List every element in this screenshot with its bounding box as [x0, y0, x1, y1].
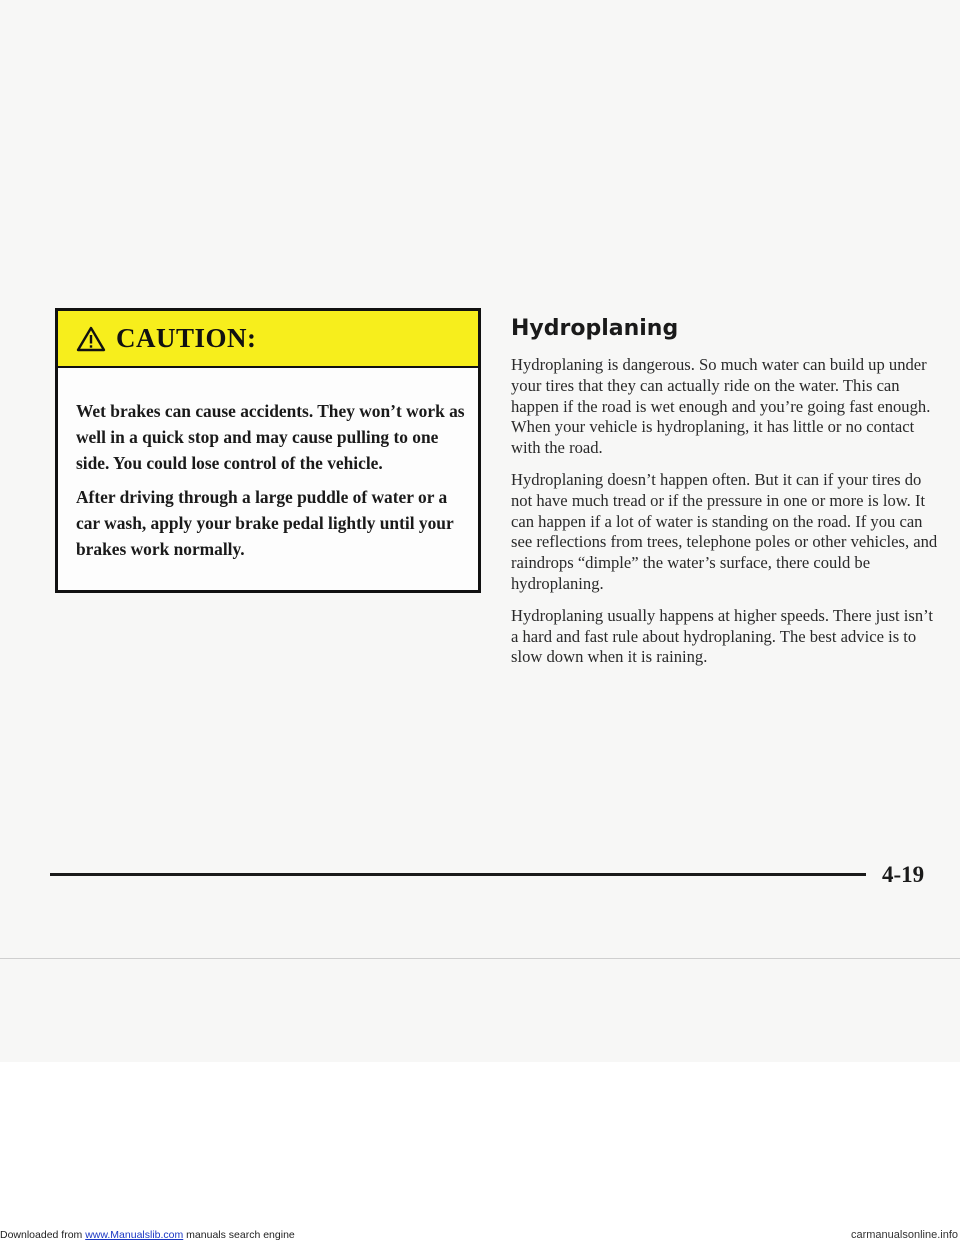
- caution-header: [58, 311, 478, 368]
- download-banner: [0, 1228, 960, 1242]
- page-footer-rule: [50, 873, 866, 876]
- caution-paragraph: After driving through a large puddle of water or a car wash, apply your brake pedal lightly until your brakes work normally.: [76, 487, 454, 559]
- section-paragraph: Hydroplaning is dangerous. So much water can build up under your tires that they can actually ride on the water. This can happen if the road is wet enough and you’re going fast enough. When your vehicle is hydroplaning, it has little or no contact with the road.: [511, 355, 931, 458]
- section-body: [511, 355, 943, 679]
- section-title: Hydroplaning: [511, 316, 679, 341]
- banner-prefix: Downloaded from: [0, 1229, 86, 1241]
- watermark-text: carmanualsonline.info: [850, 1229, 958, 1241]
- warning-triangle-icon: [76, 326, 106, 352]
- manualslib-link[interactable]: www.Manualslib.com: [85, 1229, 184, 1241]
- caution-box: [55, 308, 481, 593]
- caution-paragraph: Wet brakes can cause accidents. They won’t work as well in a quick stop and may cause pulling to one side. You could lose control of the vehicle.: [76, 401, 465, 473]
- caution-title: CAUTION:: [116, 323, 257, 353]
- section-paragraph: Hydroplaning usually happens at higher speeds. There just isn’t a hard and fast rule about hydroplaning. The best advice is to slow down when it is raining.: [511, 605, 933, 667]
- caution-body: [58, 368, 478, 562]
- page-number: 4-19: [882, 862, 925, 887]
- banner-suffix: manuals search engine: [183, 1229, 295, 1241]
- scan-divider: [0, 958, 960, 959]
- section-paragraph: Hydroplaning doesn’t happen often. But it can if your tires do not have much tread or if the pressure in one or more is low. It can happen if a lot of water is standing on the road. If you can see reflections from trees, telephone poles or other vehicles, and raindrops “dimple” the water’s surface, there could be hydroplaning.: [511, 469, 938, 593]
